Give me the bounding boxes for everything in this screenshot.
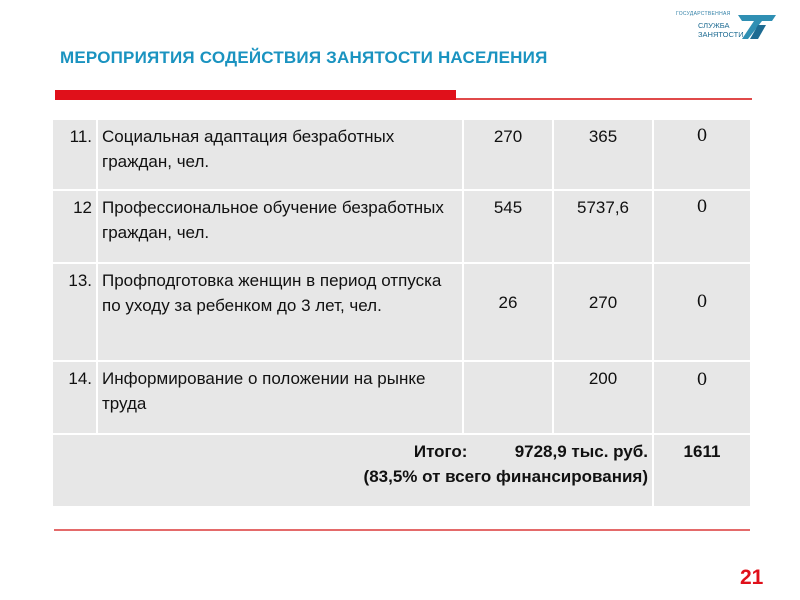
title-underline-line [456,98,752,100]
row-value-1: 270 [463,119,553,190]
row-value-3: 0 [653,119,751,190]
row-value-3: 0 [653,190,751,263]
row-number: 14. [52,361,97,434]
total-label: Итого: [413,442,468,461]
total-value: 1611 [653,434,751,507]
logo-text-line2: ЗАНЯТОСТИ [698,30,744,39]
row-description: Профессиональное обучение безработных граждан, чел. [97,190,463,263]
row-description: Профподготовка женщин в период отпуска по уходу за ребенком до 3 лет, чел. [97,263,463,361]
activities-table [51,118,752,508]
row-value-2: 5737,6 [553,190,653,263]
page-title: МЕРОПРИЯТИЯ СОДЕЙСТВИЯ ЗАНЯТОСТИ НАСЕЛЕНИЯ [60,48,548,67]
row-description: Информирование о положении на рынке труда [97,361,463,434]
table-row [52,361,751,434]
row-value-2: 270 [553,263,653,361]
row-value-3: 0 [653,263,751,361]
row-value-2: 200 [553,361,653,434]
total-row [52,434,751,507]
row-number: 12 [52,190,97,263]
total-label-line [57,439,648,464]
logo-text-line1: СЛУЖБА [698,21,730,30]
title-underline-bar [55,90,456,100]
table-row [52,119,751,190]
row-value-3: 0 [653,361,751,434]
total-summary [52,434,653,507]
page-number: 21 [740,566,764,589]
row-value-2: 365 [553,119,653,190]
table-row [52,263,751,361]
row-value-1: 545 [463,190,553,263]
row-number: 13. [52,263,97,361]
total-amount: 9728,9 тыс. руб. [514,442,648,461]
logo-small-text: ГОСУДАРСТВЕННАЯ [676,11,731,17]
footer-line [54,529,750,531]
logo-mark-icon [732,13,778,40]
row-value-1: 26 [463,263,553,361]
logo [676,10,778,40]
total-share: (83,5% от всего финансирования) [363,467,648,486]
row-value-1 [463,361,553,434]
row-description: Социальная адаптация безработных граждан, чел. [97,119,463,190]
row-number: 11. [52,119,97,190]
table-row [52,190,751,263]
